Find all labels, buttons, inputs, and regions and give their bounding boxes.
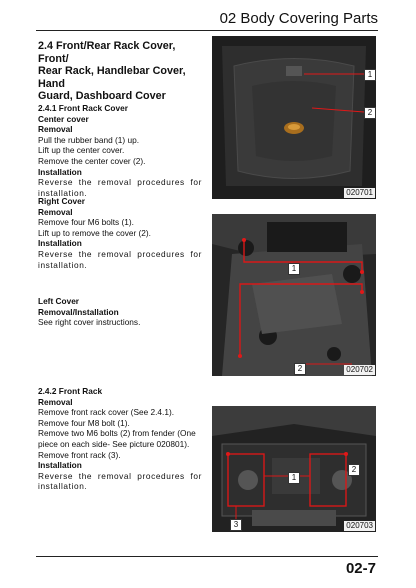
figure-center-cover-photo xyxy=(212,36,376,199)
figure-1-callout-2: 2 xyxy=(364,107,376,119)
bolt-marker xyxy=(238,354,242,358)
section-title-line-1: 2.4 Front/Rear Rack Cover, Front/ xyxy=(38,40,176,65)
front-rack-installation-text: Reverse the removal procedures for installation. xyxy=(38,470,202,492)
section-title-line-2: Rear Rack, Handlebar Cover, Hand xyxy=(38,65,186,90)
figure-3-callout-2: 2 xyxy=(348,464,360,476)
center-cover-removal-label: Removal xyxy=(38,124,73,135)
center-cover-step-2: Lift up the center cover. xyxy=(38,145,125,156)
header-rule xyxy=(36,30,378,31)
right-cover-step-2: Lift up to remove the cover (2). xyxy=(38,227,151,238)
subsection-heading-front-rack: 2.4.2 Front Rack xyxy=(38,386,103,396)
front-rack-block xyxy=(38,386,202,492)
figure-front-rack-photo xyxy=(212,406,376,532)
front-rack-step-1: Remove front rack cover (See 2.4.1). xyxy=(38,407,175,418)
right-cover-heading: Right Cover xyxy=(38,196,86,206)
bolt-marker xyxy=(242,238,246,242)
bolt-marker xyxy=(360,270,364,274)
left-cover-text: See right cover instructions. xyxy=(38,317,141,328)
section-title-line-3: Guard, Dashboard Cover xyxy=(38,90,166,103)
right-cover-illustration xyxy=(212,214,376,376)
figure-2-callout-1: 1 xyxy=(288,263,300,275)
right-cover-step-1: Remove four M6 bolts (1). xyxy=(38,217,134,228)
figure-1-code: 020701 xyxy=(346,188,373,197)
right-cover-installation-label: Installation xyxy=(38,238,82,249)
figure-3-callout-1: 1 xyxy=(288,472,300,484)
center-cover-installation-label: Installation xyxy=(38,166,82,177)
center-cover-step-1: Pull the rubber band (1) up. xyxy=(38,134,140,145)
figure-right-cover-photo xyxy=(212,214,376,376)
center-cover-block xyxy=(38,40,202,198)
center-cover-installation-text: Reverse the removal procedures for installation. xyxy=(38,177,202,198)
figure-3-code: 020703 xyxy=(346,521,373,530)
figure-2-callout-2: 2 xyxy=(294,363,306,375)
front-rack-step-4: Remove front rack (3). xyxy=(38,449,121,460)
front-rack-step-2: Remove four M8 bolt (1). xyxy=(38,417,130,428)
figure-3-callout-3: 3 xyxy=(230,519,242,531)
center-cover-heading: Center cover xyxy=(38,113,89,124)
left-cover-removal-label: Removal/Installation xyxy=(38,306,119,317)
right-cover-removal-label: Removal xyxy=(38,206,73,217)
figure-1-callout-1: 1 xyxy=(364,69,376,81)
footer-rule xyxy=(36,556,378,557)
front-rack-installation-label: Installation xyxy=(38,460,82,471)
figure-2-code: 020702 xyxy=(346,365,373,374)
center-cover-step-3: Remove the center cover (2). xyxy=(38,155,146,166)
subsection-heading-front-rack-cover: 2.4.1 Front Rack Cover xyxy=(38,102,128,113)
right-cover-block xyxy=(38,196,202,270)
bolt-marker xyxy=(226,452,230,456)
left-cover-block xyxy=(38,296,202,328)
front-rack-step-3: Remove two M6 bolts (2) from fender (One piece on each side- See picture 020801). xyxy=(38,428,196,449)
bolt-marker xyxy=(344,452,348,456)
page-number: 02-7 xyxy=(345,560,376,577)
left-cover-heading: Left Cover xyxy=(38,296,80,306)
center-cover-illustration xyxy=(212,36,376,199)
front-rack-removal-label: Removal xyxy=(38,396,73,407)
header-title: 02 Body Covering Parts xyxy=(219,10,378,27)
right-cover-installation-text: Reverse the removal procedures for installation. xyxy=(38,248,202,270)
bolt-marker xyxy=(360,290,364,294)
